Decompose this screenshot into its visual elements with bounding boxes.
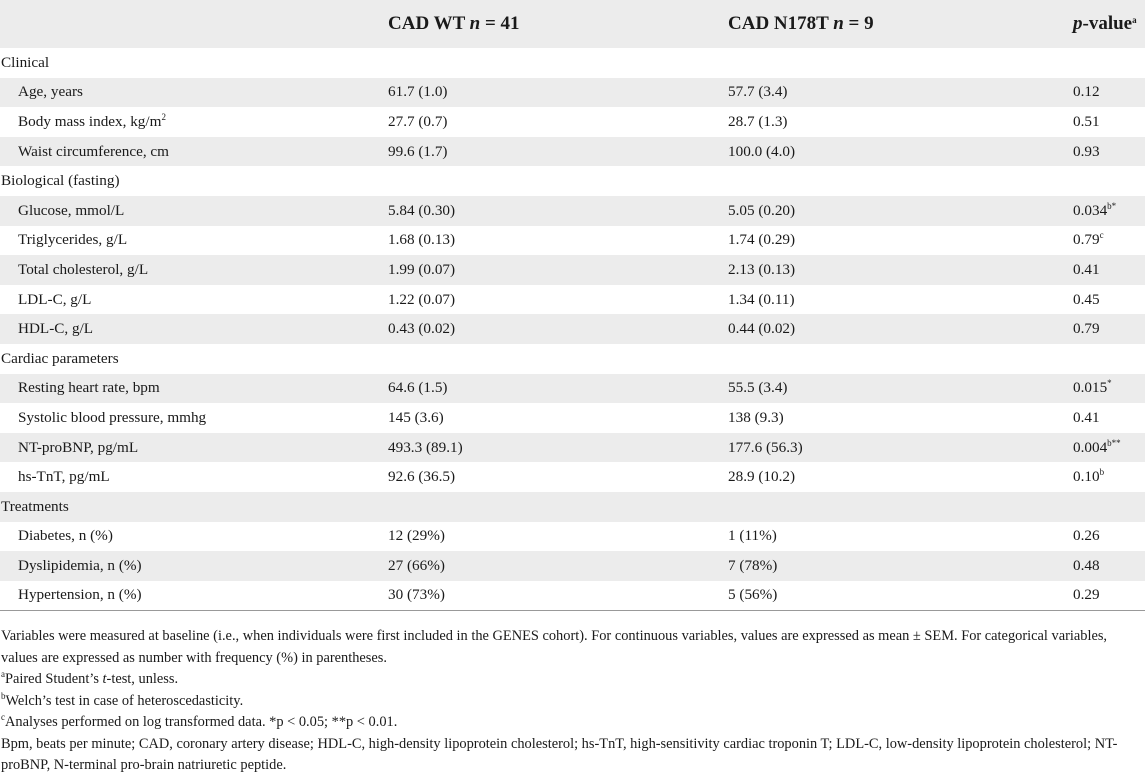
p-value-cell (1073, 581, 1145, 611)
footnote-b-text: Welch’s test in case of heteroscedasticity. (5, 692, 244, 709)
cad-wt-value: 493.3 (89.1) (388, 433, 728, 463)
p-value-cell (1073, 433, 1145, 463)
p-value: 0.26 (1073, 527, 1100, 545)
header-cad-wt-n: n (469, 13, 481, 34)
footnote-a-text-1: Paired Student’s (5, 671, 103, 687)
p-value-sup: b (1099, 467, 1105, 478)
section-label: Cardiac parameters (1, 349, 119, 367)
section-row-cardiac (0, 344, 1145, 374)
header-p-sup: a (1132, 15, 1137, 25)
p-value: 0.41 (1073, 408, 1100, 426)
p-value-cell (1073, 78, 1145, 108)
section-label: Treatments (0, 492, 1145, 522)
table-row (0, 137, 1145, 167)
p-value: 0.48 (1073, 556, 1100, 574)
p-value-cell (1073, 374, 1145, 404)
cad-n178t-value: 0.44 (0.02) (728, 314, 1073, 344)
table-row (0, 255, 1145, 285)
table-row (0, 433, 1145, 463)
cad-wt-value: 27.7 (0.7) (388, 112, 448, 130)
header-cad-n178t-n-value: = 9 (848, 13, 874, 34)
row-label: Age, years (0, 78, 388, 108)
p-value-cell (1073, 196, 1145, 226)
table-row (0, 374, 1145, 404)
p-value-cell (1073, 551, 1145, 581)
row-label (0, 107, 388, 137)
row-label: Waist circumference, cm (0, 137, 388, 167)
footnote-a (1, 669, 1141, 691)
p-value: 0.10 (1073, 468, 1100, 486)
p-value-cell (1073, 522, 1145, 552)
cad-n178t-value: 1.34 (0.11) (728, 290, 795, 308)
cad-n178t-value: 57.7 (3.4) (728, 78, 1073, 108)
footnote-a-text-italic: t (102, 671, 107, 687)
p-value: 0.41 (1073, 260, 1100, 278)
header-p-value (1073, 0, 1145, 48)
table-row (0, 285, 1145, 315)
row-label: hs-TnT, pg/mL (18, 468, 110, 486)
p-value: 0.015 (1073, 379, 1108, 397)
footnote-a-text-2: -test, unless. (106, 671, 179, 687)
cad-wt-value: 5.84 (0.30) (388, 196, 728, 226)
cad-wt-value: 27 (66%) (388, 551, 728, 581)
p-value-cell (1073, 314, 1145, 344)
cad-wt-value: 64.6 (1.5) (388, 374, 728, 404)
p-value-sup: * (1107, 378, 1112, 389)
p-value-cell (1073, 255, 1145, 285)
row-label: Glucose, mmol/L (0, 196, 388, 226)
p-value-cell (1073, 107, 1145, 137)
p-value: 0.79 (1073, 320, 1100, 338)
footnote-b (1, 691, 1141, 713)
table-row (0, 522, 1145, 552)
table-row (0, 551, 1145, 581)
cad-wt-value: 1.99 (0.07) (388, 255, 728, 285)
row-label: Hypertension, n (%) (18, 586, 142, 604)
p-value: 0.93 (1073, 142, 1100, 160)
section-row-biological (0, 166, 1145, 196)
cad-wt-value: 1.22 (0.07) (388, 290, 456, 308)
cad-n178t-value: 1 (11%) (728, 527, 777, 545)
cad-n178t-value: 177.6 (56.3) (728, 433, 1073, 463)
p-value: 0.12 (1073, 83, 1100, 101)
p-value-cell (1073, 285, 1145, 315)
row-label: NT-proBNP, pg/mL (0, 433, 388, 463)
section-row-treatments (0, 492, 1145, 522)
cad-n178t-value: 2.13 (0.13) (728, 255, 1073, 285)
cad-n178t-value: 5 (56%) (728, 586, 778, 604)
row-label: Dyslipidemia, n (%) (0, 551, 388, 581)
cad-wt-value: 99.6 (1.7) (388, 137, 728, 167)
footnote-c (1, 712, 1141, 734)
table-row (0, 581, 1145, 611)
footnote-c-marker: c (1, 712, 5, 722)
row-label: Total cholesterol, g/L (0, 255, 388, 285)
row-label: Triglycerides, g/L (18, 231, 128, 249)
p-value-sup: c (1099, 230, 1104, 241)
header-cad-n178t-n: n (833, 13, 844, 34)
table-row (0, 403, 1145, 433)
table-row (0, 78, 1145, 108)
p-value: 0.45 (1073, 290, 1100, 308)
row-label: LDL-C, g/L (18, 290, 92, 308)
header-p: p (1073, 13, 1083, 34)
cad-n178t-value: 100.0 (4.0) (728, 137, 1073, 167)
footnote-main: Variables were measured at baseline (i.e., when individuals were first included in the GENES cohort). For continuous variables, values are expressed as mean ± SEM. For categorical variables, values are expressed as number with frequency (%) in parentheses. (1, 628, 1108, 666)
table-footnotes (1, 626, 1141, 777)
row-label-text: Body mass index, kg/m (18, 112, 162, 130)
cad-wt-value: 0.43 (0.02) (388, 314, 728, 344)
cad-wt-value: 12 (29%) (388, 527, 445, 545)
p-value-cell (1073, 403, 1145, 433)
section-label: Biological (fasting) (1, 172, 120, 190)
cad-wt-value: 92.6 (36.5) (388, 468, 456, 486)
p-value-cell (1073, 462, 1145, 492)
cad-n178t-value: 7 (78%) (728, 551, 1073, 581)
section-label: Clinical (1, 53, 50, 71)
p-value: 0.004 (1073, 438, 1108, 456)
table-row (0, 462, 1145, 492)
header-cad-wt (388, 0, 728, 48)
p-value: 0.79 (1073, 231, 1100, 249)
table-row (0, 314, 1145, 344)
header-cad-n178t (728, 0, 1073, 48)
p-value-cell (1073, 137, 1145, 167)
row-label: HDL-C, g/L (0, 314, 388, 344)
table-row (0, 107, 1145, 137)
footnote-c-text: Analyses performed on log transformed data. *p < 0.05; **p < 0.01. (5, 714, 398, 730)
p-value: 0.034 (1073, 201, 1108, 219)
cad-wt-value: 145 (3.6) (388, 408, 444, 426)
cad-n178t-value: 138 (9.3) (728, 408, 784, 426)
table-row (0, 226, 1145, 256)
table-row (0, 196, 1145, 226)
footnote-abbreviations: Bpm, beats per minute; CAD, coronary artery disease; HDL-C, high-density lipoprotein cholesterol; hs-TnT, high-sensitivity cardiac troponin T; LDL-C, low-density lipoprotein cholesterol; NT-proBNP, N-terminal pro-brain natriuretic peptide. (1, 735, 1118, 773)
cad-n178t-value: 1.74 (0.29) (728, 231, 796, 249)
p-value: 0.29 (1073, 586, 1100, 604)
row-label: Resting heart rate, bpm (0, 374, 388, 404)
table-header-row (0, 0, 1145, 48)
p-value: 0.51 (1073, 112, 1100, 130)
header-cad-n178t-text: CAD N178T (728, 13, 829, 34)
cad-n178t-value: 5.05 (0.20) (728, 196, 1073, 226)
cad-wt-value: 30 (73%) (388, 586, 445, 604)
row-label: Diabetes, n (%) (18, 527, 113, 545)
header-cad-wt-n-value: = 41 (484, 13, 520, 34)
footnote-a-marker: a (1, 669, 5, 679)
cad-wt-value: 1.68 (0.13) (388, 231, 456, 249)
p-value-cell (1073, 226, 1145, 256)
header-cad-wt-text: CAD WT (388, 13, 465, 34)
row-label: Systolic blood pressure, mmhg (18, 408, 207, 426)
header-p-rest: -value (1082, 13, 1133, 34)
cad-n178t-value: 28.7 (1.3) (728, 112, 788, 130)
cad-n178t-value: 28.9 (10.2) (728, 468, 796, 486)
p-value-sup: b* (1107, 200, 1117, 211)
cad-wt-value: 61.7 (1.0) (388, 78, 728, 108)
footnote-b-marker: b (1, 690, 6, 701)
header-empty-cell (0, 0, 388, 48)
cad-n178t-value: 55.5 (3.4) (728, 374, 1073, 404)
section-row-clinical (0, 48, 1145, 78)
p-value-sup: b** (1107, 437, 1121, 448)
row-label-sup: 2 (161, 111, 166, 122)
